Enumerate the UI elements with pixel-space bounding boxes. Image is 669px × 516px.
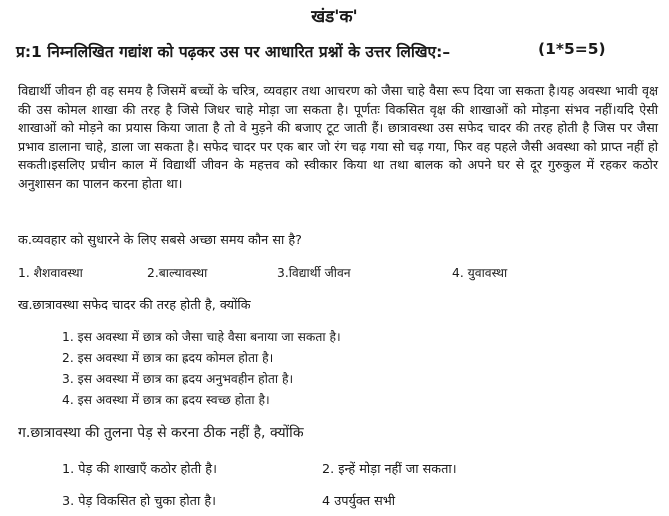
question-marks: (1*5=5) xyxy=(538,40,606,58)
option-ka-4: 4. युवावस्था xyxy=(452,266,508,280)
question-ka: क.व्यवहार को सुधारने के लिए सबसे अच्छा समय कौन सा है? xyxy=(18,233,302,248)
question-header: प्र:1 निम्नलिखित गद्यांश को पढ़कर उस पर आधारित प्रश्नों के उत्तर लिखिए:– xyxy=(16,43,451,61)
question-kha: ख.छात्रावस्था सफेद चादर की तरह होती है, क्योंकि xyxy=(18,298,251,313)
option-ga-1: 1. पेड़ की शाखाएँ कठोर होती है। xyxy=(62,462,217,477)
option-kha-1: 1. इस अवस्था में छात्र को जैसा चाहे वैसा बनाया जा सकता है। xyxy=(62,330,341,344)
option-ka-2: 2.बाल्यावस्था xyxy=(147,266,208,280)
section-title: खंड'क' xyxy=(311,7,358,27)
option-ka-3: 3.विद्यार्थी जीवन xyxy=(277,266,351,280)
option-kha-2: 2. इस अवस्था में छात्र का ह्रदय कोमल होता है। xyxy=(62,351,274,365)
question-ga: ग.छात्रावस्था की तुलना पेड़ से करना ठीक नहीं है, क्योंकि xyxy=(18,425,304,441)
option-ka-1: 1. शैशवावस्था xyxy=(18,266,83,280)
passage-text: विद्यार्थी जीवन ही वह समय है जिसमें बच्चों के चरित्र, व्यवहार तथा आचरण को जैसा चाहे वैसा रूप दिया जा सकता है।यह अवस्था भावी वृक्ष की उस कोमल शाखा की तरह है जिसे जिधर चाहे मोड़ा जा सकता है। पूर्णतः विकसित वृक्ष की शाखाओं को मोड़ना संभव नहीं।यदि ऐसी शाखाओं को मोड़ने का प्रयास किया जाता है तो वे मुड़ने की बजाए टूट जाती हैं। छात्रावस्था उस सफेद चादर की तरह होती है जिस पर जैसा प्रभाव डालाना चाहे, डाला जा सकता है। सफेद चादर पर एक बार जो रंग चढ़ गया सो चढ़ गया, फिर वह पहले जैसी अवस्था को प्राप्त नहीं हो सकती।इसलिए प्रचीन काल में विद्यार्थी जीवन के महत्तव को स्वीकार किया था तथा बालक को अपने घर से दूर गुरुकुल में रहकर कठोर अनुशासन का पालन करना होता था। xyxy=(18,83,658,191)
option-kha-4: 4. इस अवस्था में छात्र का ह्रदय स्वच्छ होता है। xyxy=(62,393,270,407)
option-ga-3: 3. पेड़ विकसित हो चुका होता है। xyxy=(62,494,216,509)
option-kha-3: 3. इस अवस्था में छात्र का ह्रदय अनुभवहीन होता है। xyxy=(62,372,294,386)
option-ga-4: 4 उपर्युक्त सभी xyxy=(322,494,396,509)
option-ga-2: 2. इन्हें मोड़ा नहीं जा सकता। xyxy=(322,462,457,477)
